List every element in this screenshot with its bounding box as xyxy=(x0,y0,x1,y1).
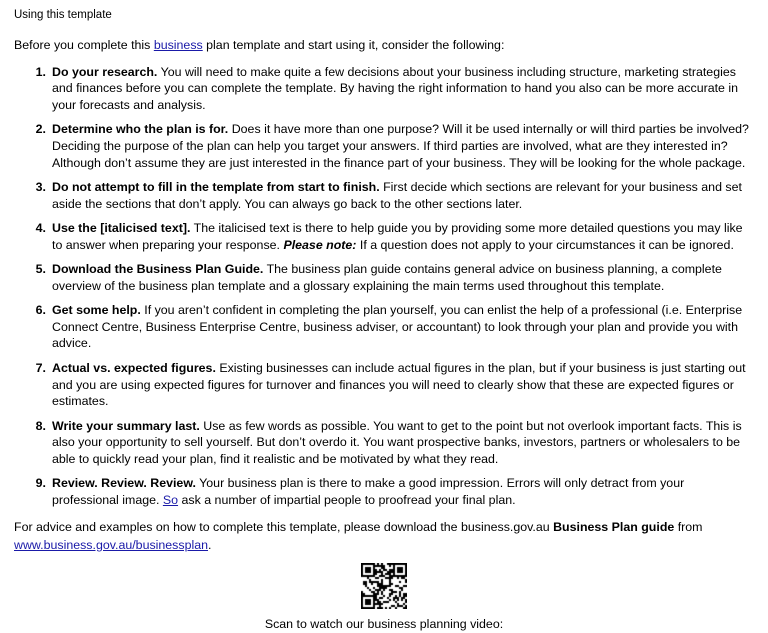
page-title: Using this template xyxy=(14,9,112,21)
list-item-body: Use as few words as possible. You want to get to the point but not overlook important facts. This is also your opportunity to sell yourself. But don’t overdo it. You want prospective banks, investors, partners or wholesalers to be able to quickly read your plan, find it realistic and be motivated by what they read. xyxy=(52,418,742,466)
intro-after: plan template and start using it, consider the following: xyxy=(202,38,505,53)
list-item-number: 9. xyxy=(35,476,46,491)
list-item-heading: Write your summary last. xyxy=(52,418,200,433)
list-item xyxy=(14,302,754,352)
url-line xyxy=(14,537,754,554)
list-item-heading: Download the Business Plan Guide. xyxy=(52,262,264,277)
list-item xyxy=(14,179,754,212)
list-item-heading: Do your research. xyxy=(52,64,158,79)
list-item-body-2: ask a number of impartial people to proofread your final plan. xyxy=(178,492,516,507)
list-item-body-2: If a question does not apply to your circumstances it can be ignored. xyxy=(356,237,734,252)
list-item xyxy=(14,64,754,114)
list-item-body: The business plan guide contains general advice on business planning, a complete overview of the business plan template and a glossary explaining the main terms used throughout this template. xyxy=(52,262,722,293)
business-link[interactable]: business xyxy=(153,38,203,53)
list-item-number: 8. xyxy=(35,418,46,433)
list-item-number: 1. xyxy=(35,64,46,79)
list-item-body: Existing businesses can include actual figures in the plan, but if your business is just starting out and you are using expected figures for turnover and finances you will need to clearly show that these are expected figures or estimates. xyxy=(52,360,746,409)
intro-before: Before you complete this xyxy=(14,38,154,53)
businessplan-url-link[interactable]: www.business.gov.au/businessplan xyxy=(14,537,209,552)
list-item-heading: Get some help. xyxy=(52,303,141,318)
closing-after: from xyxy=(674,520,703,535)
intro-paragraph xyxy=(14,37,754,54)
so-link[interactable]: So xyxy=(162,492,179,507)
list-item-emphasis: Please note: xyxy=(283,237,357,252)
list-item-body: The italicised text is there to help guide you by providing some more detailed questions you may like to answer when preparing your response. xyxy=(52,221,743,252)
list-item-number: 2. xyxy=(35,122,46,137)
list-item xyxy=(14,261,754,294)
list-item xyxy=(14,360,754,410)
list-item-number: 6. xyxy=(35,303,46,318)
list-item xyxy=(14,220,754,253)
list-item-number: 5. xyxy=(35,262,46,277)
list-item xyxy=(14,121,754,171)
list-item-body: You will need to make quite a few decisions about your business including structure, marketing strategies and finances before you can complete the template. By having the right information to hand you also can be more accurate in your forecasts and analysis. xyxy=(52,64,739,112)
url-suffix: . xyxy=(208,537,212,552)
closing-bold: Business Plan guide xyxy=(553,520,675,535)
closing-paragraph xyxy=(14,519,754,536)
list-item-number: 7. xyxy=(35,360,46,375)
guidance-list xyxy=(14,64,754,509)
list-item-body: Your business plan is there to make a good impression. Errors will only detract from your professional image. xyxy=(52,476,685,507)
list-item-body: First decide which sections are relevant for your business and set aside the sections that don’t apply. You can always go back to the other sections later. xyxy=(52,180,742,211)
list-item-number: 4. xyxy=(35,221,46,236)
list-item-heading: Review. Review. Review. xyxy=(52,476,196,491)
qr-code-container xyxy=(14,563,754,609)
closing-before: For advice and examples on how to complete this template, please download the business.gov.au xyxy=(14,520,554,535)
list-item-heading: Actual vs. expected figures. xyxy=(52,360,216,375)
list-item xyxy=(14,475,754,508)
list-item-body: Does it have more than one purpose? Will it be used internally or will third parties be involved? Deciding the purpose of the plan can help you target your answers. If third parties are involved, what are they interested in? Although don’t assume they are just interested in the finance part of your business. They will be looking for the whole package. xyxy=(52,122,749,170)
list-item-heading: Determine who the plan is for. xyxy=(52,122,229,137)
qr-code-icon xyxy=(361,563,407,609)
list-item xyxy=(14,418,754,468)
list-item-number: 3. xyxy=(35,180,46,195)
list-item-heading: Do not attempt to fill in the template from start to finish. xyxy=(52,180,380,195)
list-item-body: If you aren’t confident in completing the plan yourself, you can enlist the help of a professional (i.e. Enterprise Connect Centre, Business Enterprise Centre, business adviser, or accountant) to look through your plan and provide you with advice. xyxy=(52,303,743,351)
qr-caption: Scan to watch our business planning video: xyxy=(264,617,504,632)
list-item-heading: Use the [italicised text]. xyxy=(52,221,191,236)
